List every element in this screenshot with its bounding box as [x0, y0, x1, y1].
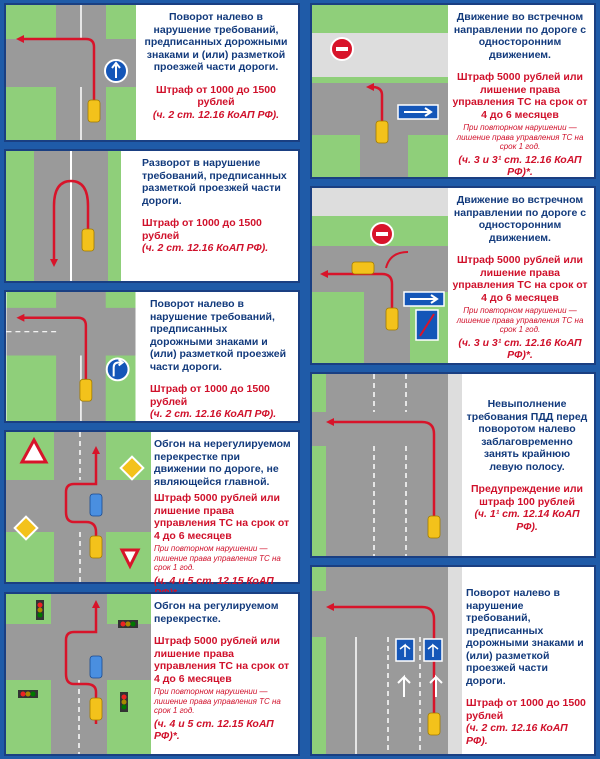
card-reference: (ч. 2 ст. 12.16 КоАП РФ).: [152, 108, 280, 121]
card-illustration: [6, 5, 136, 140]
card-note: При повторном нарушении — лишение права управления ТС на срок 1 год.: [154, 544, 281, 572]
card-reference: (ч. 4 и 5 ст. 12.15 КоАП РФ)*.: [154, 717, 274, 742]
car-icon: [386, 308, 398, 330]
intersection-scene: [312, 5, 448, 177]
car-icon: [80, 379, 92, 401]
card-reference: (ч. 2 ст. 12.16 КоАП РФ).: [142, 242, 269, 254]
card-illustration: [6, 594, 151, 754]
card-left-lane-requirement: [310, 372, 596, 558]
card-title: Поворот налево в нарушение требований, предписанных дорожными знаками и (или) разметкой проезжей части дороги.: [466, 587, 584, 687]
car-icon: [376, 121, 388, 143]
intersection-scene: [312, 374, 462, 556]
card-illustration: [6, 292, 136, 421]
intersection-scene: [6, 292, 136, 421]
traffic-light-icon: [36, 600, 44, 620]
car-icon: [352, 262, 374, 274]
intersection-scene: [312, 188, 448, 363]
road-scene: [6, 151, 121, 281]
card-fine: Предупреждение или штраф 100 рублей: [471, 483, 583, 508]
card-fine: Штраф 5000 рублей или лишение права управления ТС на срок от 4 до 6 месяцев: [154, 492, 290, 542]
car-icon: [428, 713, 440, 735]
car-icon: [90, 494, 102, 516]
car-icon: [88, 100, 100, 122]
card-fine: Штраф 5000 рублей или лишение права управления ТС на срок от 4 до 6 месяцев: [154, 635, 290, 685]
car-icon: [90, 536, 102, 558]
car-icon: [90, 656, 102, 678]
card-title: Разворот в нарушение требований, предписанных разметкой проезжей части дороги.: [142, 157, 287, 207]
traffic-light-icon: [118, 620, 138, 628]
card-illustration: [312, 5, 448, 177]
card-fine: Штраф от 1000 до 1500 рублей: [156, 83, 276, 108]
intersection-scene: [6, 594, 151, 754]
card-reference: (ч. 3 и 3¹ ст. 12.16 КоАП РФ)*.: [458, 153, 582, 178]
card-left-turn-signs-3: [310, 565, 596, 756]
card-fine: Штраф 5000 рублей или лишение права управления ТС на срок от 4 до 6 месяцев: [452, 71, 588, 121]
car-icon: [82, 229, 94, 251]
card-title: Движение во встречном направлении по дороге с односторонним движением.: [453, 194, 587, 244]
traffic-light-icon: [18, 690, 38, 698]
card-title: Поворот налево в нарушение требований, предписанных дорожными знаками и (или) разметкой проезжей части дороги.: [144, 11, 288, 73]
card-fine: Штраф от 1000 до 1500 рублей: [466, 697, 586, 722]
card-title: Обгон на нерегулируемом перекрестке при движении по дороге, не являющейся главной.: [154, 438, 291, 488]
card-wrong-way-one-way-2: [310, 186, 596, 365]
card-illustration: [6, 432, 151, 582]
card-illustration: [312, 374, 462, 556]
card-overtaking-regulated: [4, 592, 300, 756]
card-wrong-way-one-way-1: [310, 3, 596, 179]
car-icon: [428, 516, 440, 538]
card-title: Поворот налево в нарушение требований, предписанных дорожными знаками и (или) разметкой проезжей части дороги.: [150, 298, 287, 373]
intersection-scene: [6, 432, 151, 582]
card-reference: (ч. 4 и 5 ст. 12.15 КоАП: [154, 574, 274, 587]
card-left-turn-signs: [4, 3, 300, 142]
card-title: Обгон на регулируемом перекрестке.: [154, 600, 279, 625]
traffic-light-icon: [120, 692, 128, 712]
card-reference: (ч. 3 и 3¹ ст. 12.16 КоАП РФ)*.: [458, 336, 582, 361]
card-left-turn-signs-2: [4, 290, 300, 423]
card-reference: (ч. 2 ст. 12.16 КоАП РФ).: [466, 722, 568, 747]
card-fine: Штраф 5000 рублей или лишение права управления ТС на срок от 4 до 6 месяцев: [452, 254, 588, 304]
card-title: Движение во встречном направлении по дороге с односторонним движением.: [453, 11, 587, 61]
card-illustration: [312, 567, 462, 754]
card-note: При повторном нарушении — лишение права управления ТС на срок 1 год.: [154, 687, 281, 715]
card-reference: (ч. 1¹ ст. 12.14 КоАП РФ).: [474, 508, 580, 533]
intersection-scene: [6, 5, 136, 140]
intersection-scene: [312, 567, 462, 754]
card-note: При повторном нарушении — лишение права управления ТС на срок 1 год.: [456, 123, 584, 151]
card-reference: (ч. 2 ст. 12.16 КоАП РФ).: [150, 408, 277, 420]
card-illustration: [312, 188, 448, 363]
card-illustration: [6, 151, 121, 281]
card-u-turn: [4, 149, 300, 283]
card-overtaking-unregulated: [4, 430, 300, 587]
card-fine: Штраф от 1000 до 1500 рублей: [142, 217, 262, 242]
card-fine: Штраф от 1000 до 1500 рублей: [150, 383, 270, 408]
car-icon: [90, 698, 102, 720]
card-note: При повторном нарушении — лишение права управления ТС на срок 1 год.: [456, 306, 584, 334]
card-title: Невыполнение требования ПДД перед поворотом налево заблаговременно занять крайнюю левую полосу.: [466, 398, 588, 473]
